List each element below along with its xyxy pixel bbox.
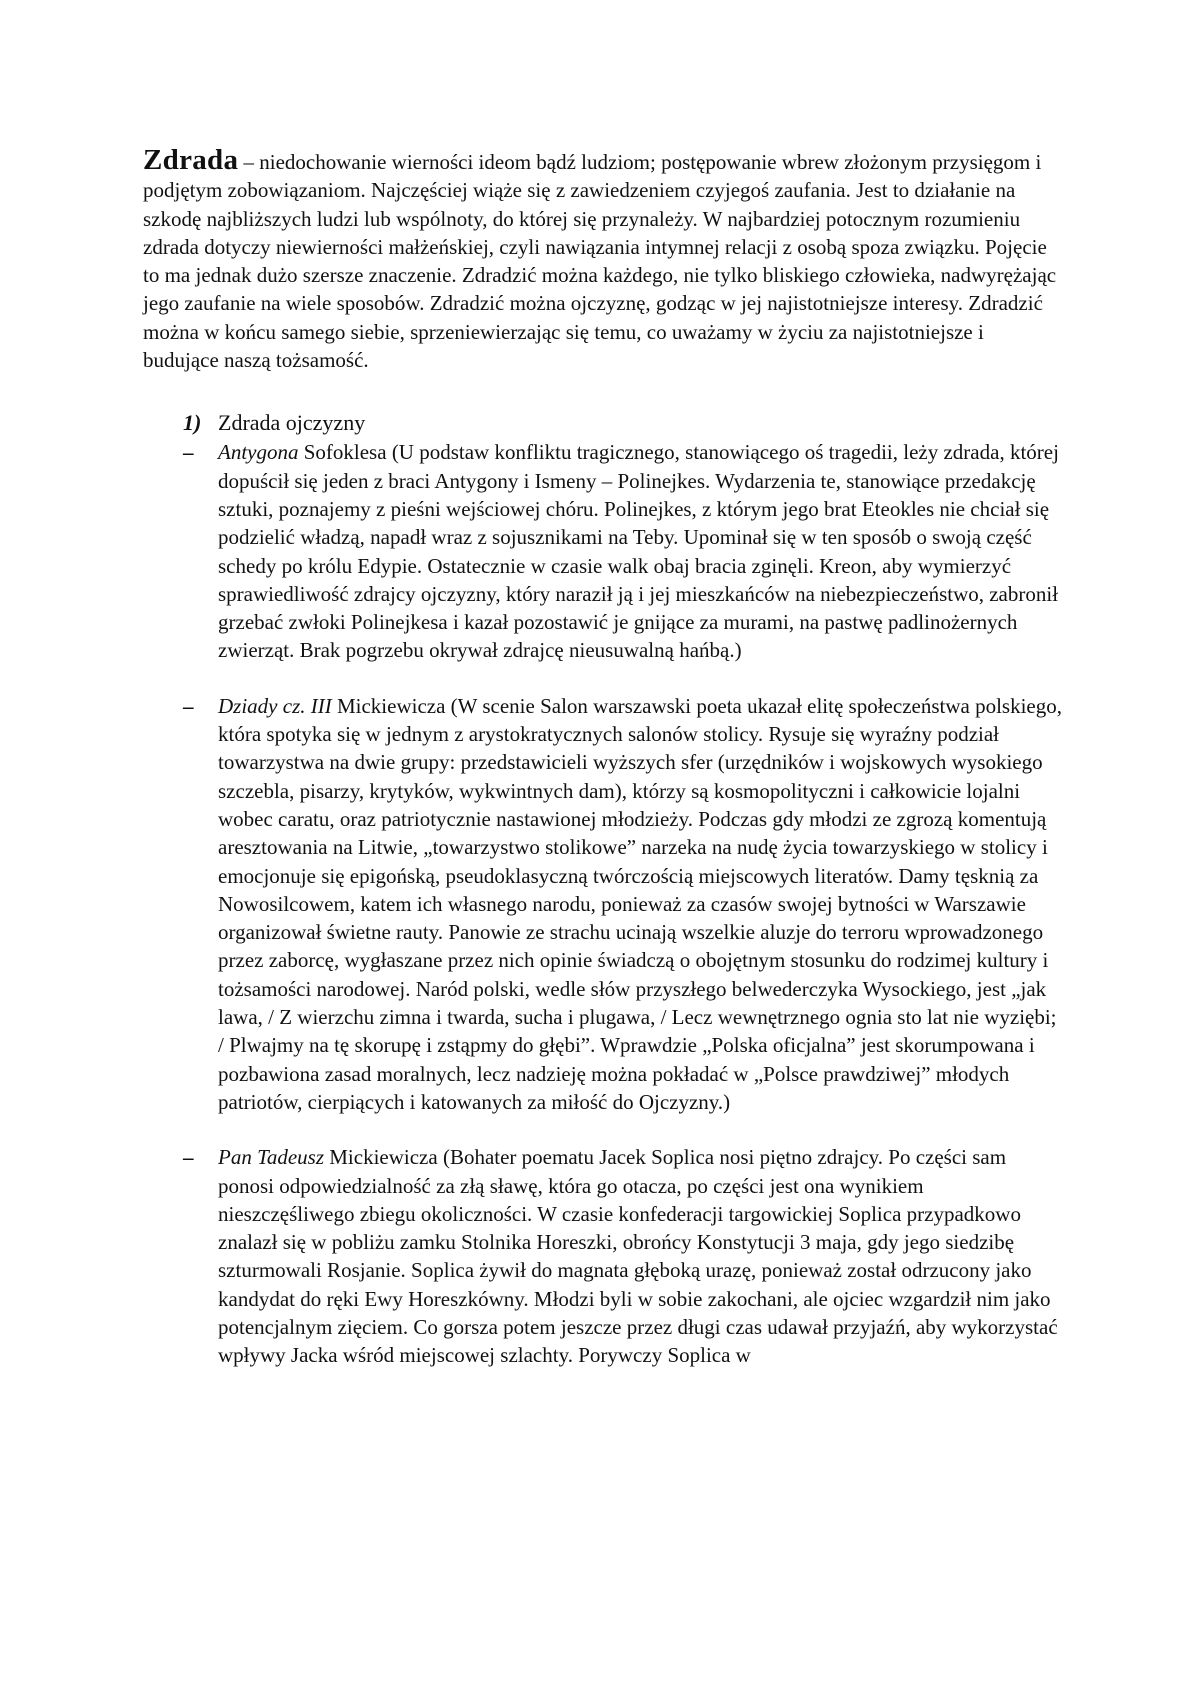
section-number: 1) — [183, 410, 202, 436]
entry-text: (Bohater poematu Jacek Soplica nosi piętno zdrajcy. Po części sam ponosi odpowiedzialność za złą sławę, która go otacza, po części jest ona wynikiem nieszczęśliwego zbiegu okoliczności. W czasie konfederacji targowickiej Soplica przypadkowo znalazł się w pobliżu zamku Stolnika Horeszki, obrońcy Konstytucji 3 maja, gdy jego siedzibę szturmowali Rosjanie. Soplica żywił do magnata głęboką urazę, ponieważ został odrzucony jako kandydat do ręki Ewy Horeszkówny. Młodzi byli w sobie zakochani, ale ojciec wzgardził nim jako potencjalnym zięciem. Co gorsza potem jeszcze przez długi czas udawał przyjaźń, aby wykorzystać wpływy Jacka wśród miejscowej szlachty. Porywczy Soplica w — [218, 1145, 1058, 1368]
dash-bullet-icon: – — [183, 440, 194, 465]
list-item — [143, 438, 1063, 664]
entry-text: (W scenie Salon warszawski poeta ukazał elitę społeczeństwa polskiego, która spotyka się w jednym z arystokratycznych salonów stolicy. Rysuje się wyraźny podział towarzystwa na dwie grupy: przedstawicieli wyższych sfer (urzędników i wojskowych wysokiego szczebla, pisarzy, krytyków, wykwintnych dam), którzy są kosmopolityczni i całkowicie lojalni wobec caratu, oraz patriotycznie nastawionej młodzieży. Podczas gdy młodzi ze zgrozą komentują aresztowania na Litwie, „towarzystwo stolikowe” narzeka na nudę życia towarzyskiego w stolicy i emocjonuje się epigońską, pseudoklasyczną twórczością miejscowych literatów. Damy tęsknią za Nowosilcowem, katem ich własnego narodu, ponieważ za czasów swojej bytności w Warszawie organizował świetne rauty. Panowie ze strachu ucinają wszelkie aluzje do terroru wprowadzonego przez zaborcę, wygłaszane przez nich opinie świadczą o obojętnym stosunku do rodzimej kultury i tożsamości narodowej. Naród polski, wedle słów przyszłego belwederczyka Wysockiego, jest „jak lawa, / Z wierzchu zimna i twarda, sucha i plugawa, / Lecz wewnętrznego ognia sto lat nie wyziębi; / Plwajmy na tę skorupę i zstąpmy do głębi”. Wprawdzie „Polska oficjalna” jest skorumpowana i pozbawiona zasad moralnych, lecz nadzieję można pokładać w „Polsce prawdziwej” młodych patriotów, cierpiących i katowanych za miłość do Ojczyzny.) — [218, 693, 1062, 1114]
section-title: Zdrada ojczyzny — [218, 410, 366, 436]
document-page — [143, 146, 1063, 1370]
work-author: Mickiewicza — [331, 693, 446, 718]
entry-list — [143, 438, 1063, 1369]
list-item — [143, 1143, 1063, 1369]
dash-bullet-icon: – — [183, 693, 194, 718]
intro-paragraph — [143, 146, 1063, 374]
list-item — [143, 692, 1063, 1116]
work-title: Pan Tadeusz — [218, 1145, 324, 1170]
section-heading — [183, 408, 1063, 438]
work-title: Dziady cz. III — [218, 693, 332, 718]
defined-term: Zdrada — [143, 144, 239, 176]
dash-bullet-icon: – — [183, 1145, 194, 1170]
intro-text: – niedochowanie wierności ideom bądź ludziom; postępowanie wbrew złożonym przysięgom i podjętym zobowiązaniom. Najczęściej wiąże się z zawiedzeniem czyjegoś zaufania. Jest to działanie na szkodę najbliższych ludzi lub wspólnoty, do której się przynależy. W najbardziej potocznym rozumieniu zdrada dotyczy niewierności małżeńskiej, czyli nawiązania intymnej relacji z osobą spoza związku. Pojęcie to ma jednak dużo szersze znaczenie. Zdradzić można każdego, nie tylko bliskiego człowieka, nadwyrężając jego zaufanie na wiele sposobów. Zdradzić można ojczyznę, godząc w jej najistotniejsze interesy. Zdradzić można w końcu samego siebie, sprzeniewierzając się temu, co uważamy w życiu za najistotniejsze i budujące naszą tożsamość. — [143, 150, 1057, 373]
work-author: Sofoklesa — [298, 440, 387, 465]
work-title: Antygona — [218, 440, 299, 465]
work-author: Mickiewicza — [324, 1145, 438, 1170]
entry-text: (U podstaw konfliktu tragicznego, stanowiącego oś tragedii, leży zdrada, której dopuścił się jeden z braci Antygony i Ismeny – Polinejkes. Wydarzenia te, stanowiące przedakcję sztuki, poznajemy z pieśni wejściowej chóru. Polinejkes, z którym jego brat Eteokles nie chciał się podzielić władzą, napadł wraz z sojusznikami na Teby. Upominał się w ten sposób o swoją część schedy po królu Edypie. Ostatecznie w czasie walk obaj bracia zginęli. Kreon, aby wymierzyć sprawiedliwość zdrajcy ojczyzny, który naraził ją i jej mieszkańców na niebezpieczeństwo, zabronił grzebać zwłoki Polinejkesa i kazał pozostawić je gnijące za murami, na pastwę padlinożernych zwierząt. Brak pogrzebu okrywał zdrajcę nieusuwalną hańbą.) — [218, 440, 1059, 663]
